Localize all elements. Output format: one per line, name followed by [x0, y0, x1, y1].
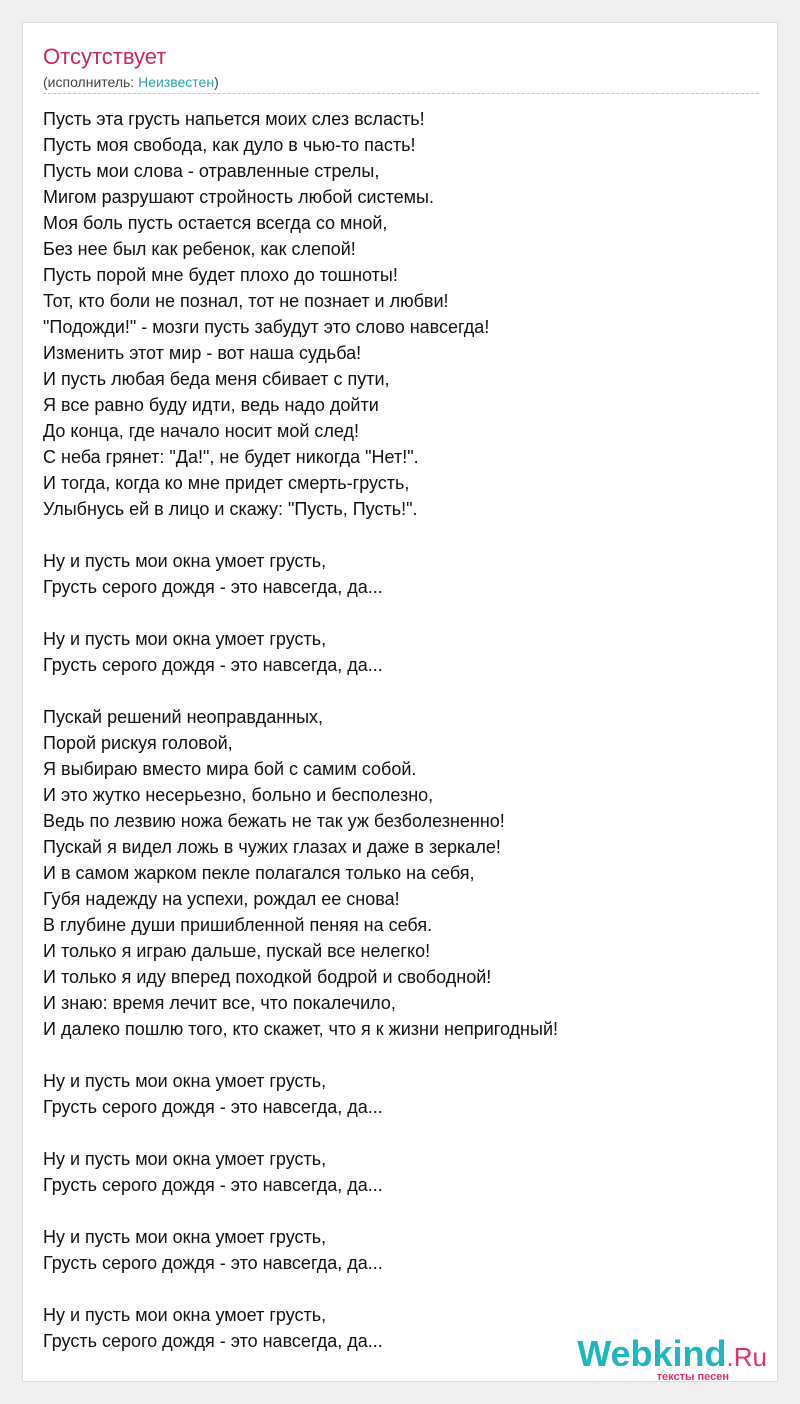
lyric-line: Пусть моя свобода, как дуло в чью-то пасть!: [43, 135, 416, 155]
lyric-line: Пускай решений неоправданных,: [43, 707, 324, 727]
song-title: Отсутствует: [43, 44, 167, 69]
lyric-line: Ну и пусть мои окна умоет грусть,: [43, 1305, 327, 1325]
lyric-line: И пусть любая беда меня сбивает с пути,: [43, 369, 390, 389]
lyric-line: Губя надежду на успехи, рождал ее снова!: [43, 889, 400, 909]
lyric-line: Улыбнусь ей в лицо и скажу: "Пусть, Пусть!".: [43, 499, 418, 519]
lyrics-text: [43, 106, 558, 1354]
lyric-line: Грусть серого дождя - это навсегда, да...: [43, 1175, 383, 1195]
lyric-line: И только я иду вперед походкой бодрой и свободной!: [43, 967, 492, 987]
stanza-gap: [43, 678, 558, 704]
stanza-gap: [43, 1198, 558, 1224]
stanza-gap: [43, 1120, 558, 1146]
stanza-gap: [43, 522, 558, 548]
lyric-line: Пусть эта грусть напьется моих слез всласть!: [43, 109, 425, 129]
lyric-line: И в самом жарком пекле полагался только на себя,: [43, 863, 475, 883]
lyric-line: Ведь по лезвию ножа бежать не так уж безболезненно!: [43, 811, 505, 831]
lyric-line: "Подожди!" - мозги пусть забудут это слово навсегда!: [43, 317, 490, 337]
lyric-line: Пусть порой мне будет плохо до тошноты!: [43, 265, 398, 285]
lyric-line: И только я играю дальше, пускай все нелегко!: [43, 941, 431, 961]
lyric-line: В глубине души пришибленной пеняя на себя.: [43, 915, 433, 935]
lyric-line: Грусть серого дождя - это навсегда, да...: [43, 655, 383, 675]
lyric-line: Грусть серого дождя - это навсегда, да...: [43, 1331, 383, 1351]
lyric-line: И тогда, когда ко мне придет смерть-грусть,: [43, 473, 410, 493]
stanza-gap: [43, 1042, 558, 1068]
lyric-line: Ну и пусть мои окна умоет грусть,: [43, 629, 327, 649]
lyric-line: Изменить этот мир - вот наша судьба!: [43, 343, 362, 363]
lyric-line: Я выбираю вместо мира бой с самим собой.: [43, 759, 417, 779]
lyric-line: Без нее был как ребенок, как слепой!: [43, 239, 356, 259]
artist-suffix: ): [214, 74, 219, 90]
lyric-line: Ну и пусть мои окна умоет грусть,: [43, 551, 327, 571]
logo-tagline: тексты песен: [656, 1371, 729, 1383]
stanza-gap: [43, 1276, 558, 1302]
lyric-line: Моя боль пусть остается всегда со мной,: [43, 213, 388, 233]
lyric-line: Пусть мои слова - отравленные стрелы,: [43, 161, 380, 181]
site-logo[interactable]: [577, 1334, 767, 1383]
lyric-line: Грусть серого дождя - это навсегда, да...: [43, 1253, 383, 1273]
lyric-line: Грусть серого дождя - это навсегда, да...: [43, 577, 383, 597]
lyric-line: Мигом разрушают стройность любой системы.: [43, 187, 434, 207]
lyric-line: Ну и пусть мои окна умоет грусть,: [43, 1149, 327, 1169]
artist-link[interactable]: Неизвестен: [138, 74, 215, 90]
lyric-line: С неба грянет: "Да!", не будет никогда "Нет!".: [43, 447, 419, 467]
artist-line: [43, 73, 219, 91]
stanza-gap: [43, 600, 558, 626]
logo-tld: .Ru: [726, 1342, 767, 1372]
lyric-line: До конца, где начало носит мой след!: [43, 421, 360, 441]
lyric-line: Пускай я видел ложь в чужих глазах и даже в зеркале!: [43, 837, 501, 857]
lyric-line: Я все равно буду идти, ведь надо дойти: [43, 395, 379, 415]
title-divider: [43, 93, 759, 94]
lyric-line: Грусть серого дождя - это навсегда, да...: [43, 1097, 383, 1117]
lyric-line: Ну и пусть мои окна умоет грусть,: [43, 1227, 327, 1247]
logo-brand-name: Webkind: [577, 1333, 727, 1374]
lyrics-card: [22, 22, 778, 1382]
lyric-line: И далеко пошлю того, кто скажет, что я к жизни непригодный!: [43, 1019, 558, 1039]
artist-prefix: (исполнитель:: [43, 74, 139, 90]
lyric-line: Тот, кто боли не познал, тот не познает и любви!: [43, 291, 449, 311]
lyric-line: И это жутко несерьезно, больно и бесполезно,: [43, 785, 434, 805]
lyric-line: И знаю: время лечит все, что покалечило,: [43, 993, 396, 1013]
lyric-line: Порой рискуя головой,: [43, 733, 233, 753]
lyric-line: Ну и пусть мои окна умоет грусть,: [43, 1071, 327, 1091]
